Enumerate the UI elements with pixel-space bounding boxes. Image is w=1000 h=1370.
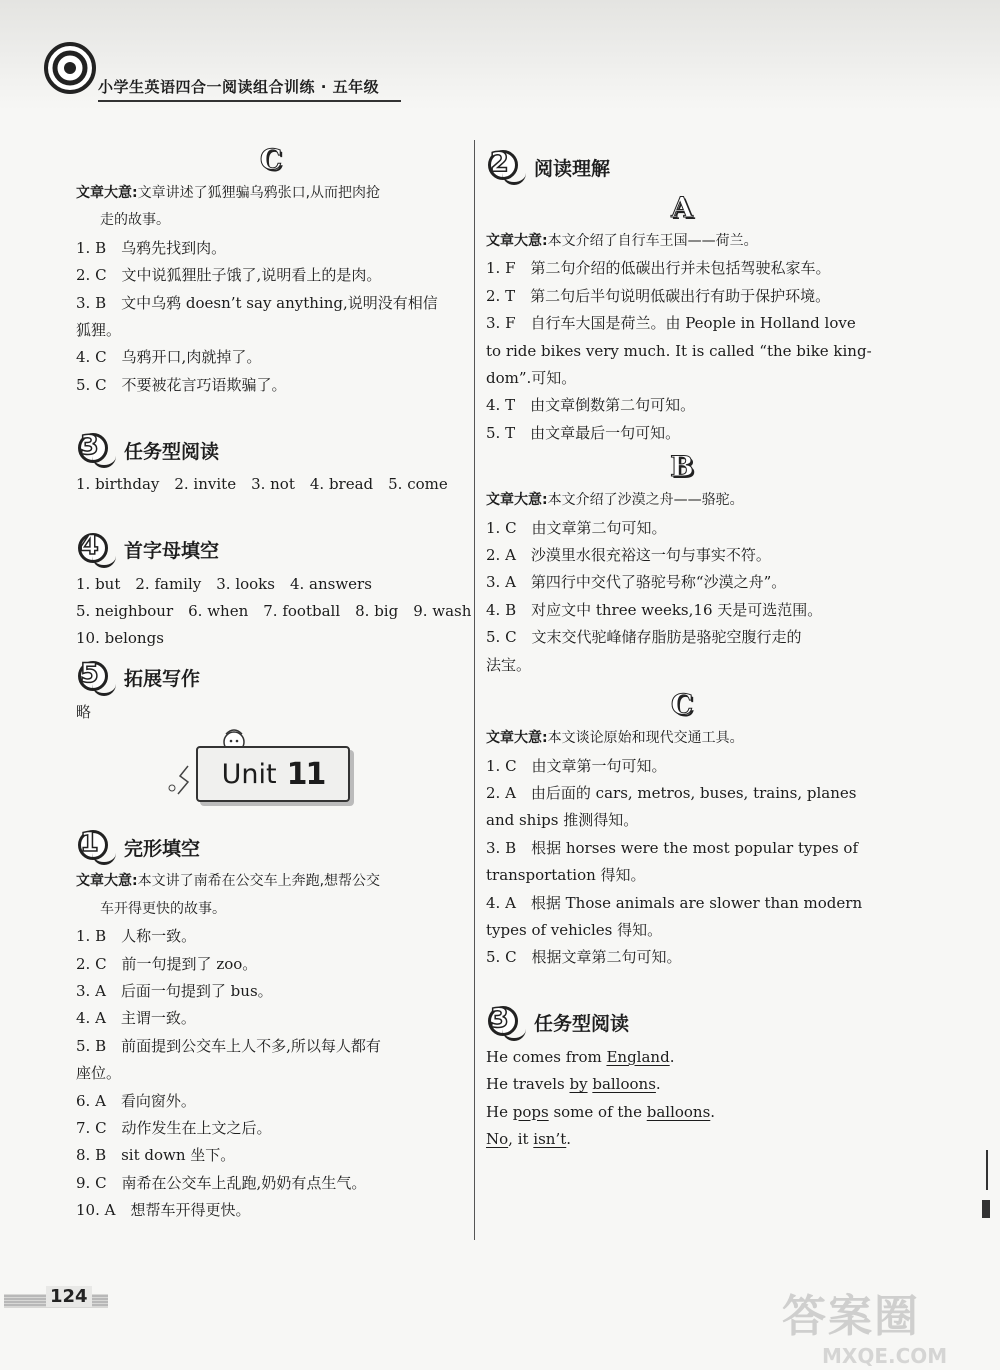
answer-line: dom”.可知。 <box>486 369 577 388</box>
answer-line: to ride bikes very much. It is called “the bike king- <box>486 341 872 360</box>
answer-line: 3. B 文中乌鸦 doesn’t say anything,说明没有相信 <box>76 293 438 312</box>
answer-line: transportation 得知。 <box>486 866 646 885</box>
section-summary: 文章大意:本文讲了南希在公交车上奔跑,想帮公交 <box>76 873 381 890</box>
part-title: 拓展写作 <box>124 668 201 691</box>
answer-sentence: He travels by balloons. <box>486 1075 661 1094</box>
section-summary-cont: 走的故事。 <box>100 212 170 229</box>
unit-word: Unit <box>221 758 277 790</box>
answer-line: 2. T 第二句后半句说明低碳出行有助于保护环境。 <box>486 286 831 305</box>
part-title: 首字母填空 <box>124 540 220 563</box>
answer-line: 5. neighbour 6. when 7. football 8. big 9. wash <box>76 602 472 621</box>
answer-sentence: He pops some of the balloons. <box>486 1102 716 1121</box>
answer-sentence: No, it isn’t. <box>486 1129 572 1148</box>
answer-line: 10. belongs <box>76 629 164 648</box>
section-letter-c: C <box>259 143 283 176</box>
answer-line: 8. B sit down 坐下。 <box>76 1146 236 1165</box>
answer-line: 3. F 自行车大国是荷兰。由 People in Holland love <box>486 314 856 333</box>
answer-line: types of vehicles 得知。 <box>486 920 663 939</box>
answer-line: 狐狸。 <box>76 321 122 340</box>
edge-marks <box>982 1150 996 1220</box>
answer-line: 5. C 根据文章第二句可知。 <box>486 948 682 967</box>
answer-line: 1. but 2. family 3. looks 4. answers <box>76 574 372 593</box>
answer-line: 1. B 人称一致。 <box>76 927 197 946</box>
number-badge-icon: 4 <box>76 533 120 567</box>
target-logo-icon <box>44 42 96 94</box>
watermark-logo: 答案圈 <box>782 1291 920 1342</box>
answer-line: 3. B 根据 horses were the most popular types of <box>486 838 858 857</box>
left-column <box>76 140 472 1225</box>
answer-line: 座位。 <box>76 1064 122 1083</box>
part-heading-task-reading <box>486 1002 878 1044</box>
answer-line: 4. A 根据 Those animals are slower than modern <box>486 893 863 912</box>
answer-line: 4. A 主谓一致。 <box>76 1009 196 1028</box>
answer-line: 5. B 前面提到公交车上人不多,所以每人都有 <box>76 1036 381 1055</box>
section-summary: 文章大意:本文介绍了自行车王国——荷兰。 <box>486 233 758 249</box>
part-title: 阅读理解 <box>534 157 611 180</box>
answer-line: 6. A 看向窗外。 <box>76 1091 196 1110</box>
answer-line: 2. A 由后面的 cars, metros, buses, trains, planes <box>486 783 857 802</box>
watermark-site: MXQE.COM <box>822 1344 948 1368</box>
number-badge-icon: 3 <box>486 1006 530 1040</box>
answer-line: 2. C 前一句提到了 zoo。 <box>76 954 258 973</box>
section-summary-cont: 车开得更快的故事。 <box>100 900 226 917</box>
answer-line: 5. C 文末交代驼峰储存脂肪是骆驼空腹行走的 <box>486 628 802 647</box>
page-number: 124 <box>46 1286 92 1307</box>
answer-line: 2. A 沙漠里水很充裕这一句与事实不符。 <box>486 546 771 565</box>
number-badge-icon: 5 <box>76 661 120 695</box>
cartoon-decoration-icon <box>164 762 194 798</box>
part-heading-writing <box>76 657 466 699</box>
answer-line: 1. C 由文章第一句可知。 <box>486 756 667 775</box>
answer-line: 法宝。 <box>486 655 532 674</box>
unit-banner <box>76 726 466 822</box>
answer-line: 5. C 不要被花言巧语欺骗了。 <box>76 375 287 394</box>
number-badge-icon: 2 <box>486 150 530 184</box>
answer-line: 5. T 由文章最后一句可知。 <box>486 423 681 442</box>
answer-line: 1. birthday 2. invite 3. not 4. bread 5. come <box>76 475 448 494</box>
number-badge-icon: 3 <box>76 433 120 467</box>
answer-line: 4. B 对应文中 three weeks,16 天是可选范围。 <box>486 600 823 619</box>
answer-line: 1. C 由文章第二句可知。 <box>486 518 667 537</box>
section-letter-a: A <box>671 191 693 224</box>
answer-line: 3. A 后面一句提到了 bus。 <box>76 981 273 1000</box>
answer-line: 4. T 由文章倒数第二句可知。 <box>486 396 696 415</box>
answer-line: 3. A 第四行中交代了骆驼号称“沙漠之舟”。 <box>486 573 787 592</box>
part-title: 完形填空 <box>124 837 201 860</box>
answer-line: 10. A 想帮车开得更快。 <box>76 1201 251 1220</box>
watermark <box>782 1280 982 1366</box>
column-divider <box>474 140 475 1240</box>
section-summary: 文章大意:本文谈论原始和现代交通工具。 <box>486 730 744 747</box>
answer-line: 4. C 乌鸦开口,肉就掉了。 <box>76 348 262 367</box>
answer-line: 7. C 动作发生在上文之后。 <box>76 1118 272 1137</box>
number-badge-icon: 1 <box>76 830 120 864</box>
part-title: 任务型阅读 <box>124 440 220 463</box>
answer-line: 略 <box>76 702 92 721</box>
unit-title <box>196 746 350 802</box>
section-letter-c: C <box>670 688 694 722</box>
section-letter-b: B <box>670 450 694 484</box>
part-title: 任务型阅读 <box>534 1013 630 1036</box>
answer-line: 1. B 乌鸦先找到肉。 <box>76 238 227 257</box>
right-column <box>486 140 878 1153</box>
answer-line: and ships 推测得知。 <box>486 811 639 830</box>
part-heading-cloze <box>76 826 466 868</box>
section-summary: 文章大意:文章讲述了狐狸骗乌鸦张口,从而把肉抢 <box>76 185 381 201</box>
part-heading-task-reading <box>76 429 466 471</box>
answer-line: 2. C 文中说狐狸肚子饿了,说明看上的是肉。 <box>76 266 382 285</box>
part-heading-reading <box>486 146 878 188</box>
part-heading-initial-letter <box>76 529 466 571</box>
book-title: 小学生英语四合一阅读组合训练 · 五年级 <box>98 74 401 102</box>
answer-line: 9. C 南希在公交车上乱跑,奶奶有点生气。 <box>76 1173 367 1192</box>
answer-sentence: He comes from England. <box>486 1047 675 1066</box>
section-summary: 文章大意:本文介绍了沙漠之舟——骆驼。 <box>486 492 744 509</box>
unit-number: 11 <box>286 756 325 792</box>
answer-line: 1. F 第二句介绍的低碳出行并未包括驾驶私家车。 <box>486 259 831 278</box>
